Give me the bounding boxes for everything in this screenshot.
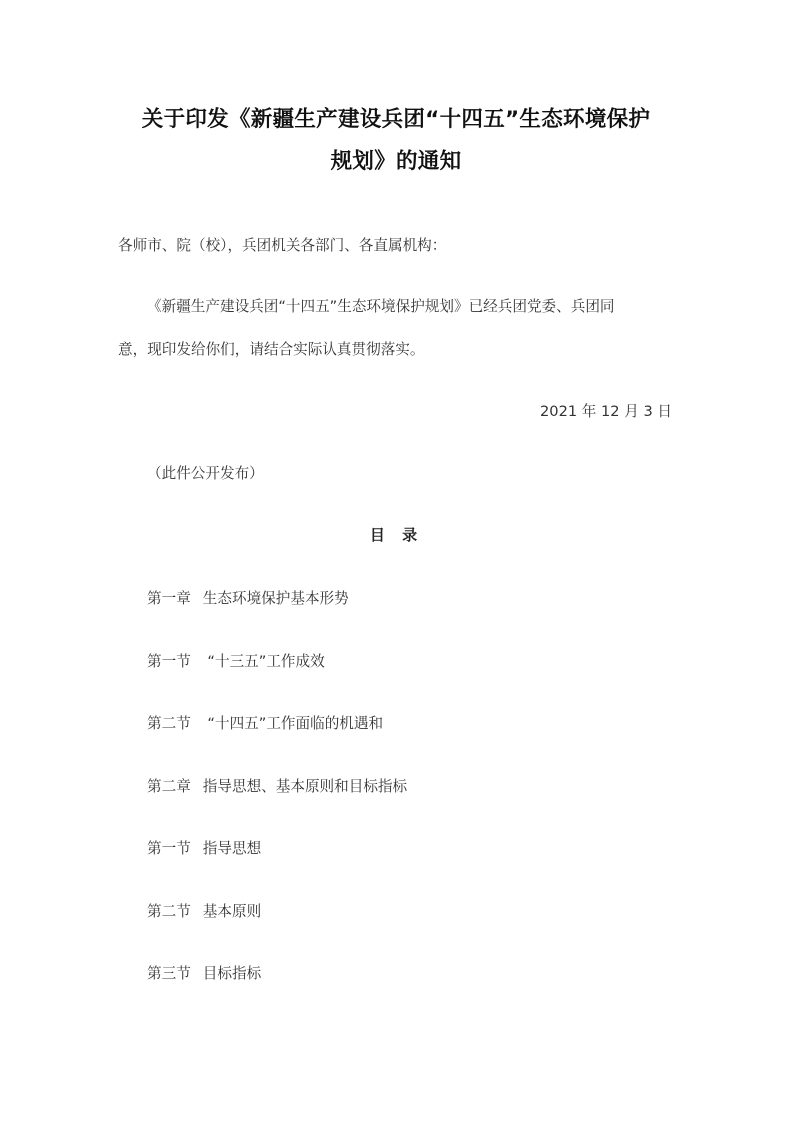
toc-text: 生态环境保护基本形势 [202,590,349,607]
date: 2021 年 12 月 3 日 [540,403,672,420]
toc-chapter: 第二章 [147,778,191,795]
toc-chapter: 第三节 [147,965,191,982]
toc-chapter: 第一章 [147,590,191,607]
toc-text: 目标指标 [202,965,262,982]
toc-item [147,900,261,921]
toc-text: “十四五”工作面临的机遇和 [202,715,384,732]
toc-chapter: 第一节 [147,653,191,670]
document-title-line-2: 规划》的通知 [330,149,462,174]
publication-note: （此件公开发布） [147,465,264,482]
toc-chapter: 第二节 [147,715,191,732]
toc-item [147,775,407,796]
toc-text: 基本原则 [202,903,262,920]
toc-text: “十三五”工作成效 [202,653,325,670]
toc-text: 指导思想、基本原则和目标指标 [202,778,408,795]
body-line-1: 《新疆生产建设兵团“十四五”生态环境保护规划》已经兵团党委、兵团同 [147,298,615,315]
toc-item [147,587,349,608]
toc-item [147,962,261,983]
toc-item [147,712,383,733]
toc-text: 指导思想 [202,840,262,857]
salutation: 各师市、院（校），兵团机关各部门、各直属机构： [118,237,447,254]
toc-chapter: 第二节 [147,903,191,920]
body-line-2: 意，现印发给你们，请结合实际认真贯彻落实。 [118,341,425,358]
document-title-line-1: 关于印发《新疆生产建设兵团“十四五”生态环境保护 [141,107,651,132]
toc-chapter: 第一节 [147,840,191,857]
toc-item [147,837,261,858]
toc-title: 目 录 [369,526,424,544]
toc-item [147,650,325,671]
